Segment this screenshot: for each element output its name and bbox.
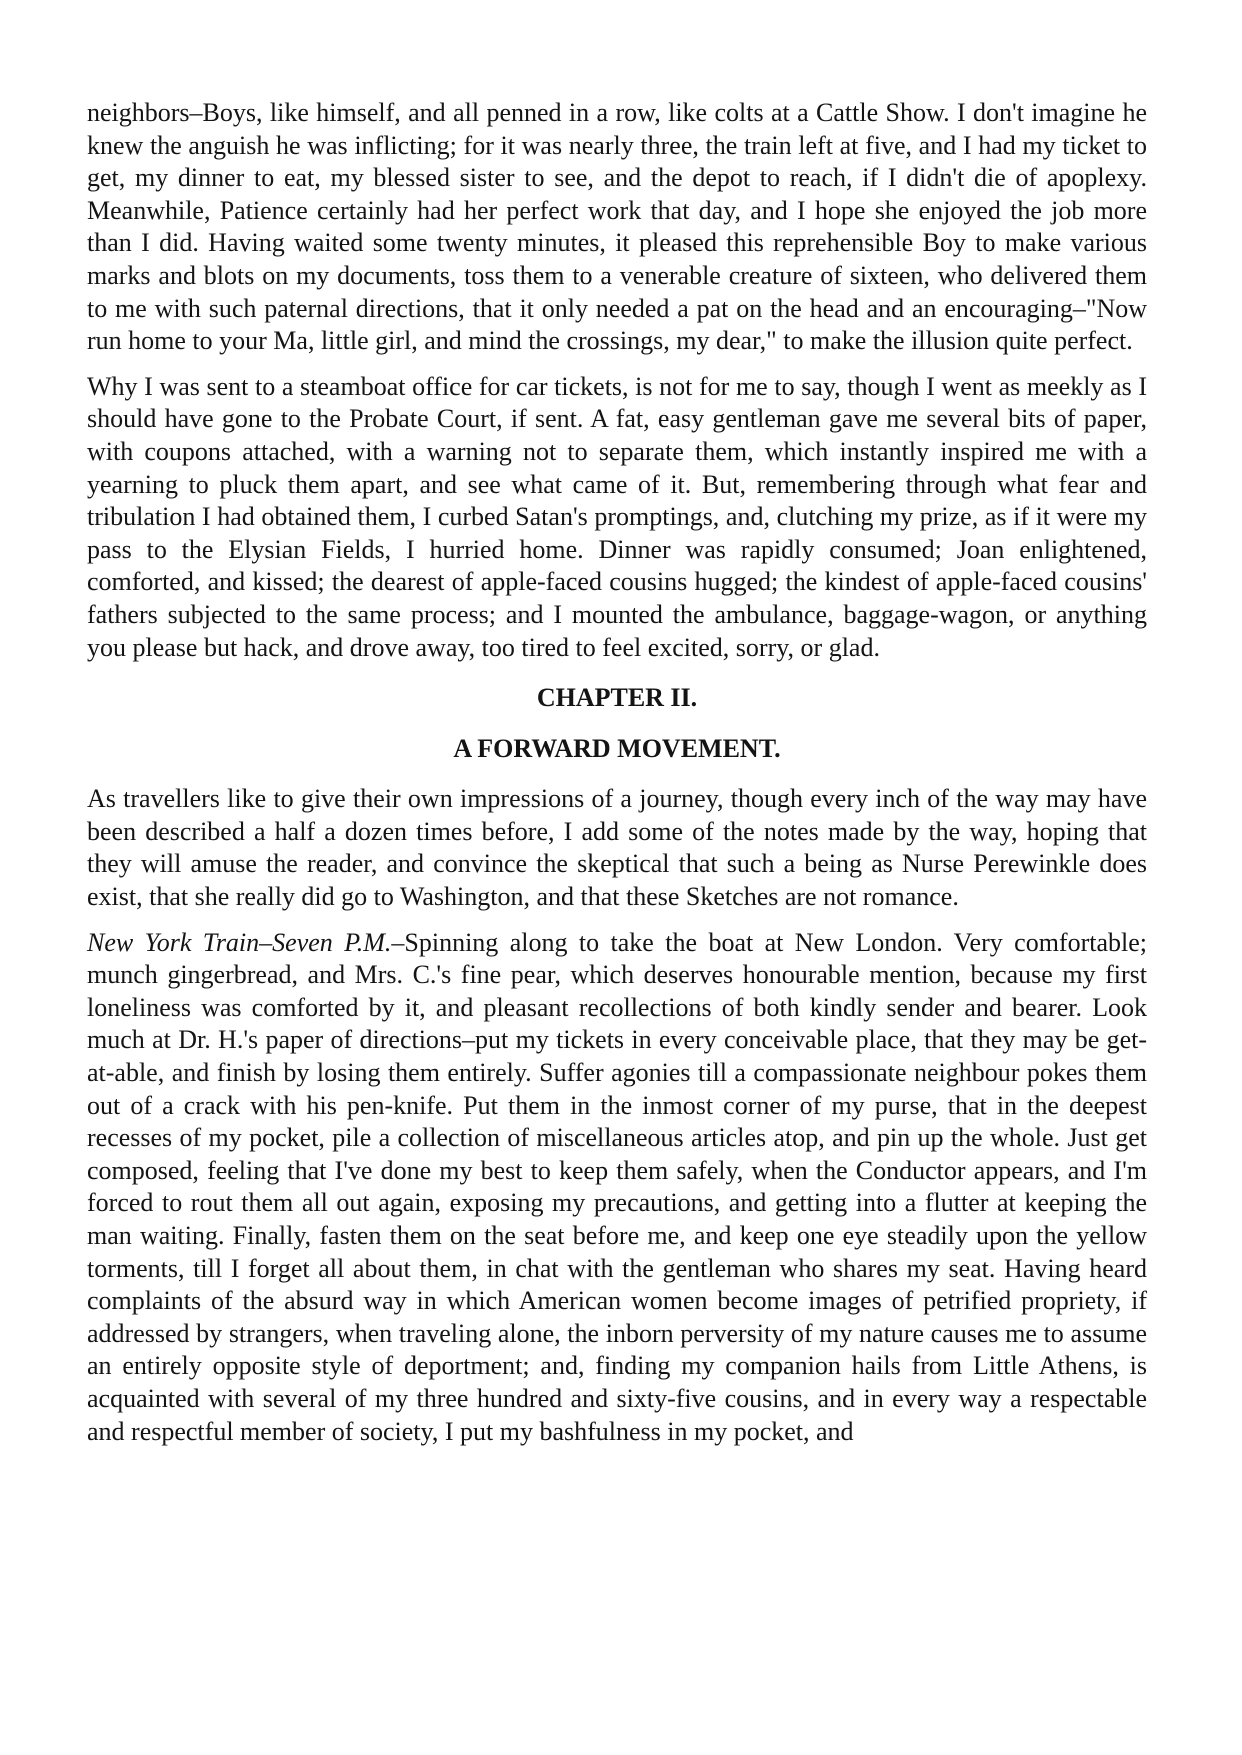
journal-entry-text: Spinning along to take the boat at New London. Very comfortable; munch gingerbread, and Mrs. C.'s fine pear, which deserves honourable mention, because my first loneliness was comforted by it, and pleasant recollections of both kindly sender and bearer. Look much at Dr. H.'s paper of directions–put my tickets in every conceivable place, that they may be get-at-able, and finish by losing them entirely. Suffer agonies till a compassionate neighbour pokes them out of a crack with his pen-knife. Put them in the inmost corner of my purse, that in the deepest recesses of my pocket, pile a collection of miscellaneous articles atop, and pin up the whole. Just get composed, feeling that I've done my best to keep them safely, when the Conductor appears, and I'm forced to rout them all out again, exposing my precautions, and getting into a flutter at keeping the man waiting. Finally, fasten them on the seat before me, and keep one eye steadily upon the yellow torments, till I forget all about them, in chat with the gentleman who shares my seat. Having heard complaints of the absurd way in which American women become images of petrified propriety, if addressed by strangers, when traveling alone, the inborn perversity of my nature causes me to assume an entirely opposite style of deportment; and, finding my companion hails from Little Athens, is acquainted with several of my three hundred and sixty-five cousins, and in every way a respectable and respectful member of society, I put my bashfulness in my pocket, and	[87, 927, 1147, 1446]
body-paragraph: As travellers like to give their own impressions of a journey, though every inch of the way may have been described a half a dozen times before, I add some of the notes made by the way, hoping that they will amuse the reader, and convince the skeptical that such a being as Nurse Perewinkle does exist, that she really did go to Washington, and that these Sketches are not romance.	[87, 784, 1147, 912]
journal-entry-paragraph	[87, 927, 1147, 1449]
body-paragraph: neighbors–Boys, like himself, and all penned in a row, like colts at a Cattle Show. I don't imagine he knew the anguish he was inflicting; for it was nearly three, the train left at five, and I had my ticket to get, my dinner to eat, my blessed sister to see, and the depot to reach, if I didn't die of apoplexy. Meanwhile, Patience certainly had her perfect work that day, and I hope she enjoyed the job more than I did. Having waited some twenty minutes, it pleased this reprehensible Boy to make various marks and blots on my documents, toss them to a venerable creature of sixteen, who delivered them to me with such paternal directions, that it only needed a pat on the head and an encouraging–"Now run home to your Ma, little girl, and mind the crossings, my dear," to make the illusion quite perfect.	[87, 98, 1147, 356]
body-paragraph: Why I was sent to a steamboat office for car tickets, is not for me to say, though I went as meekly as I should have gone to the Probate Court, if sent. A fat, easy gentleman gave me several bits of paper, with coupons attached, with a warning not to separate them, which instantly inspired me with a yearning to pluck them apart, and see what came of it. But, remembering through what fear and tribulation I had obtained them, I curbed Satan's promptings, and, clutching my prize, as if it were my pass to the Elysian Fields, I hurried home. Dinner was rapidly consumed; Joan enlightened, comforted, and kissed; the dearest of apple-faced cousins hugged; the kindest of apple-faced cousins' fathers subjected to the same process; and I mounted the ambulance, baggage-wagon, or anything you please but hack, and drove away, too tired to feel excited, sorry, or glad.	[87, 371, 1147, 662]
chapter-heading: CHAPTER II.	[536, 683, 698, 713]
journal-entry-lead: New York Train–Seven P.M.–	[87, 927, 405, 957]
document-page	[87, 97, 1147, 1448]
chapter-title: A FORWARD MOVEMENT.	[453, 733, 781, 763]
